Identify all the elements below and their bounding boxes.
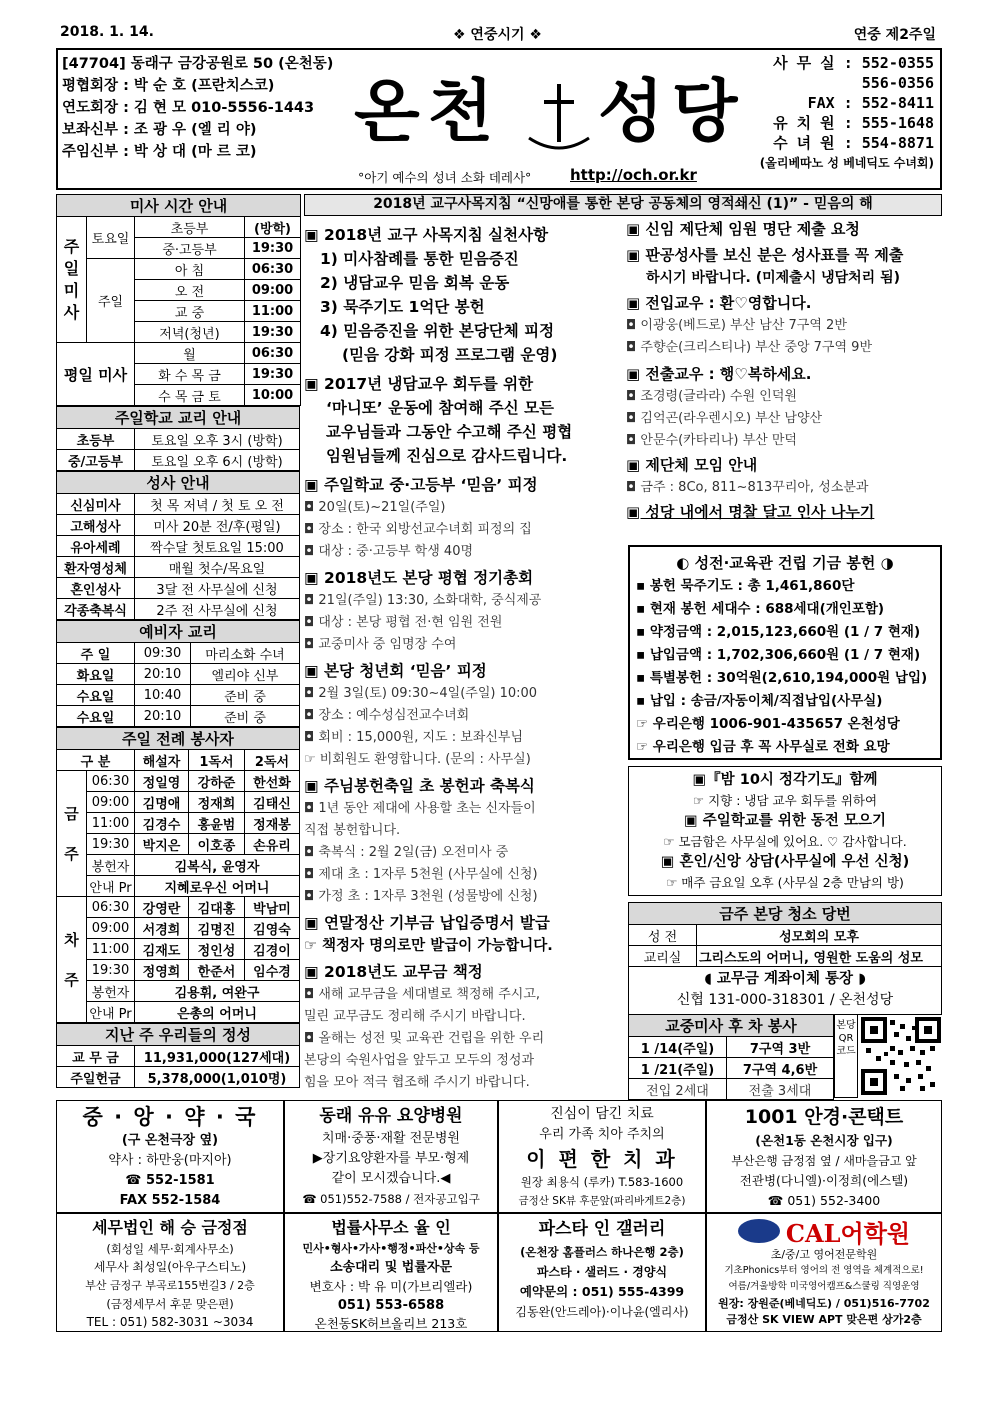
catechumen-cell: 엘리야 신부 bbox=[191, 664, 300, 685]
notice-heading: ▣ 판공성사를 보신 분은 성사표를 꼭 제출 bbox=[626, 246, 904, 264]
qr-label: 본당 QR 코드 bbox=[834, 1014, 858, 1098]
catechumen-cell: 준비 중 bbox=[191, 706, 300, 727]
prayer-line: ▣ 주일학교를 위한 동전 모으기 bbox=[684, 813, 886, 829]
sacrament-cell: 고해성사 bbox=[57, 515, 135, 536]
fund-line: ▪ 약정금액 : 2,015,123,660원 (1 / 7 현재) bbox=[636, 624, 921, 640]
middle-column bbox=[304, 220, 622, 1096]
prayer-line: ☞ 지향 : 냉담 교우 회두를 위하여 bbox=[692, 793, 878, 808]
ad-line: 변호사 : 박 유 미(가브리엘라) bbox=[309, 1279, 473, 1294]
ad-line: 금정산 SK VIEW APT 맞은편 상가2층 bbox=[726, 1313, 922, 1326]
ad-law-office bbox=[284, 1213, 498, 1332]
notice-item: 본당의 숙원사업을 앞두고 모두의 정성과 bbox=[304, 1053, 535, 1068]
notice-item: ◘ 가정 초 : 1자루 3천원 (성물방에 신청) bbox=[304, 889, 538, 904]
ad-title: 1001 안경·콘택트 bbox=[744, 1106, 904, 1128]
mass-cell: 11:00 bbox=[245, 301, 301, 322]
ad-title: 파스타 인 갤러리 bbox=[538, 1219, 666, 1239]
ad-line: (구 온천극장 옆) bbox=[121, 1133, 219, 1148]
notice-heading: ▣ 주일학교 중·고등부 ‘믿음’ 피정 bbox=[304, 476, 538, 494]
server-cell: 안내 Pr bbox=[87, 876, 135, 897]
mass-cell: 09:00 bbox=[245, 280, 301, 301]
ad-tax-office bbox=[56, 1213, 284, 1332]
season: ❖ 연중시기 ❖ bbox=[453, 27, 542, 43]
notice-line: 4) 믿음증진을 위한 본당단체 피정 bbox=[320, 322, 555, 340]
cross-icon bbox=[524, 80, 594, 155]
sacrament-cell: 2주 전 사무실에 신청 bbox=[135, 599, 300, 620]
after-mass-table bbox=[628, 1014, 834, 1100]
after-mass-cell: 1 /21(주일) bbox=[629, 1058, 727, 1079]
notice-donation-receipt bbox=[304, 912, 622, 957]
notice-item: ◘ 회비 : 15,000원, 지도 : 보좌신부님 bbox=[304, 730, 524, 745]
mass-cell: 아 침 bbox=[135, 259, 245, 280]
school-title: 주일학교 교리 안내 bbox=[57, 407, 300, 429]
notice-item: ◘ 새해 교무금을 세대별로 책정해 주시고, bbox=[304, 987, 541, 1002]
school-cell: 중/고등부 bbox=[57, 450, 135, 471]
sacrament-cell: 3달 전 사무실에 신청 bbox=[135, 578, 300, 599]
notice-general-meeting bbox=[304, 567, 622, 656]
ad-title: 세무법인 해 승 금정점 bbox=[92, 1218, 248, 1237]
offering-title: 지난 주 우리들의 정성 bbox=[57, 1024, 300, 1046]
cleaning-cell: 그리스도의 어머니, 영원한 도움의 성모 bbox=[697, 946, 942, 967]
ad-line: 같이 모시겠습니다.◀ bbox=[331, 1171, 451, 1186]
ad-line: 김동완(안드레아)·이나윤(엘리사) bbox=[515, 1305, 689, 1319]
server-cell: 09:00 bbox=[87, 792, 135, 813]
server-cell: 한선화 bbox=[245, 771, 300, 792]
cleaning-title: 금주 본당 청소 당번 bbox=[629, 903, 942, 925]
server-cell: 정재봉 bbox=[245, 813, 300, 834]
notice-line: 1) 미사참례를 통한 믿음증진 bbox=[320, 250, 519, 268]
server-cell: 임수경 bbox=[245, 960, 300, 981]
fund-line: ▪ 현재 봉헌 세대수 : 688세대(개인포함) bbox=[636, 601, 885, 617]
ad-line: 약사 : 하만웅(마지아) bbox=[108, 1153, 232, 1168]
ad-title: CAL어학원 bbox=[785, 1218, 911, 1248]
ad-hospital bbox=[284, 1100, 498, 1213]
fund-line: ▪ 납입금액 : 1,702,306,660원 (1 / 7 현재) bbox=[636, 647, 921, 663]
notice-item: ◘ 장소 : 한국 외방선교수녀회 피정의 집 bbox=[304, 522, 532, 537]
mass-cell: 06:30 bbox=[245, 343, 301, 364]
assistant-priest: 보좌신부 : 조 광 우 (엘 리 야) bbox=[62, 122, 257, 138]
sacrament-cell: 환자영성체 bbox=[57, 557, 135, 578]
mass-cell: 19:30 bbox=[245, 364, 301, 385]
sacrament-cell: 유아세례 bbox=[57, 536, 135, 557]
ad-line: 세무사 최성일(아우구스티노) bbox=[93, 1260, 247, 1274]
sacrament-cell: 미사 20분 전/후(평일) bbox=[135, 515, 300, 536]
after-mass-title: 교중미사 후 차 봉사 bbox=[629, 1015, 834, 1037]
prayer-box bbox=[628, 766, 942, 896]
pastor: 주임신부 : 박 상 대 (마 르 코) bbox=[62, 144, 257, 160]
server-cell: 김영숙 bbox=[245, 918, 300, 939]
server-cell: 김경수 bbox=[135, 813, 189, 834]
notice-line: 하시기 바랍니다. (미제출시 냉담처리 됨) bbox=[646, 270, 900, 286]
catechumen-cell: 주 일 bbox=[57, 643, 135, 664]
catechumen-cell: 10:40 bbox=[135, 685, 191, 706]
ad-line: 원장: 장원준(베네딕도) / 051)516-7702 bbox=[718, 1297, 930, 1310]
server-cell: 06:30 bbox=[87, 897, 135, 918]
sacrament-cell: 혼인성사 bbox=[57, 578, 135, 599]
mass-cell: 월 bbox=[135, 343, 245, 364]
server-cell: 손유리 bbox=[245, 834, 300, 855]
prayer-line: ☞ 매주 금요일 오후 (사무실 2층 만남의 방) bbox=[666, 875, 904, 890]
ad-line: 치매·중풍·재활 전문병원 bbox=[322, 1131, 460, 1146]
offering-cell: 5,378,000(1,010명) bbox=[135, 1067, 300, 1088]
weekday-mass-label: 평일 미사 bbox=[57, 343, 135, 406]
ad-line: 기초Phonics부터 영어의 전 영역을 체계적으로! bbox=[724, 1265, 924, 1276]
server-cell: 정영희 bbox=[135, 960, 189, 981]
ad-dental bbox=[498, 1100, 706, 1213]
convent-name: (올리베따노 성 베네딕도 수녀회) bbox=[759, 156, 934, 170]
office-phone: 사 무 실 : 552-0355 bbox=[773, 54, 934, 72]
catechumen-table bbox=[56, 620, 300, 727]
notice-tithe bbox=[304, 961, 622, 1094]
notice-pastoral bbox=[304, 224, 622, 367]
notice-item: ◘ 대상 : 본당 평협 전·현 임원 전원 bbox=[304, 615, 503, 630]
mass-cell: 19:30 bbox=[245, 322, 301, 343]
ad-title: 중 · 앙 · 약 · 국 bbox=[82, 1105, 258, 1129]
saturday-label: 토요일 bbox=[87, 217, 135, 259]
ad-line: 온천동SK허브올리브 213호 bbox=[314, 1316, 468, 1331]
ad-title: 법률사무소 율 인 bbox=[331, 1218, 451, 1237]
server-cell: 봉헌자 bbox=[87, 855, 135, 876]
sacrament-cell: 짝수달 첫토요일 15:00 bbox=[135, 536, 300, 557]
title-right: 성당 bbox=[598, 72, 746, 152]
notice-item: ◘ 21일(주일) 13:30, 소화대학, 중식제공 bbox=[304, 593, 542, 608]
cleaning-cell: 성모회의 모후 bbox=[697, 925, 942, 946]
prayer-line: ▣ 혼인/신앙 상담(사무실에 우선 신청) bbox=[660, 854, 910, 870]
server-cell: 홍윤범 bbox=[189, 813, 245, 834]
catechumen-cell: 수요일 bbox=[57, 685, 135, 706]
server-cell: 정재희 bbox=[189, 792, 245, 813]
notice-line: 3) 묵주기도 1억단 봉헌 bbox=[320, 298, 485, 316]
server-cell: 19:30 bbox=[87, 834, 135, 855]
server-cell: 김경이 bbox=[245, 939, 300, 960]
ad-optician bbox=[706, 1100, 942, 1213]
ad-line: 예약문의 : 051) 555-4399 bbox=[519, 1284, 685, 1299]
ad-line: 소송대리 및 법률자문 bbox=[329, 1260, 453, 1275]
server-cell: 정인성 bbox=[189, 939, 245, 960]
catechumen-cell: 수요일 bbox=[57, 706, 135, 727]
ad-line: 초/중/고 영어전문학원 bbox=[770, 1248, 878, 1261]
servers-head: 2독서 bbox=[245, 750, 300, 771]
pastoral-banner: 2018년 교구사목지침 “신망애를 통한 본당 공동체의 영적쇄신 (1)” - 믿음의 해 bbox=[304, 194, 942, 216]
server-cell: 박남미 bbox=[245, 897, 300, 918]
notice-heading: ▣ 2018년 교구 사목지침 실천사항 bbox=[304, 226, 549, 244]
building-fund-box bbox=[628, 545, 942, 760]
catechumen-cell: 마리소화 수녀 bbox=[191, 643, 300, 664]
mass-cell: 19:30 bbox=[245, 238, 301, 259]
notice-manito bbox=[304, 373, 622, 468]
server-cell: 안내 Pr bbox=[87, 1002, 135, 1023]
server-cell: 봉헌자 bbox=[87, 981, 135, 1002]
notice-youth-retreat bbox=[304, 660, 622, 771]
notice-heading: ▣ 주님봉헌축일 초 봉헌과 축복식 bbox=[304, 777, 535, 795]
servers-head: 구 분 bbox=[57, 750, 135, 771]
sunday-school-table bbox=[56, 406, 300, 471]
ad-pharmacy bbox=[56, 1100, 284, 1213]
notice-item: ◘ 주향순(크리스티나) 부산 중앙 7구역 9반 bbox=[626, 340, 873, 355]
convent-phone: 수 녀 원 : 554-8871 bbox=[773, 134, 934, 152]
account-number: 신협 131-000-318301 / 온천성당 bbox=[676, 992, 894, 1008]
mass-cell: 저녁(청년) bbox=[135, 322, 245, 343]
school-cell: 토요일 오후 3시 (방학) bbox=[135, 429, 300, 450]
mass-cell: 중·고등부 bbox=[135, 238, 245, 259]
notice-line: (믿음 강화 피정 프로그램 운영) bbox=[342, 346, 558, 364]
server-cell: 김명진 bbox=[189, 918, 245, 939]
catechumen-title: 예비자 교리 bbox=[57, 621, 300, 643]
right-column bbox=[626, 218, 942, 524]
ad-line: 부산은행 금정점 옆 / 새마을금고 앞 bbox=[731, 1154, 917, 1168]
notice-heading: ▣ 2017년 냉담교우 회두를 위한 bbox=[304, 375, 534, 393]
sacrament-title: 성사 안내 bbox=[57, 472, 300, 494]
notice-heading: ▣ 본당 청년회 ‘믿음’ 피정 bbox=[304, 662, 487, 680]
ad-line: 전관병(다니엘)·이정희(에스텔) bbox=[739, 1173, 909, 1188]
duty-section bbox=[628, 902, 942, 1015]
server-cell: 김재도 bbox=[135, 939, 189, 960]
server-cell: 김복식, 윤영자 bbox=[135, 855, 300, 876]
ad-line: (온천장 홈플러스 하나은행 2층) bbox=[520, 1245, 684, 1259]
catechumen-cell: 20:10 bbox=[135, 706, 191, 727]
server-cell: 은총의 어머니 bbox=[135, 1002, 300, 1023]
server-cell: 이호종 bbox=[189, 834, 245, 855]
offering-cell: 11,931,000(127세대) bbox=[135, 1046, 300, 1067]
address: [47704] 동래구 금강공원로 50 (온천동) bbox=[62, 56, 334, 72]
mass-cell: 초등부 bbox=[135, 217, 245, 238]
prayer-line: ▣『밤 10시 정각기도』함께 bbox=[692, 772, 878, 788]
ad-line: 민사•형사•가사•행정•파산•상속 등 bbox=[302, 1242, 480, 1255]
sunday-mass-label: 주일미사 bbox=[57, 217, 87, 343]
qr-code-icon[interactable] bbox=[860, 1016, 942, 1096]
sacrament-cell: 매월 첫수/목요일 bbox=[135, 557, 300, 578]
notice-item: ◘ 금주 : 8Co, 811~813꾸리아, 성소분과 bbox=[626, 480, 869, 495]
sunday-label: 주일 bbox=[87, 259, 135, 343]
notice-item: ☞ 비회원도 환영합니다. (문의 : 사무실) bbox=[304, 752, 531, 767]
notice-item: ◘ 대상 : 중·고등부 학생 40명 bbox=[304, 544, 474, 559]
account-box bbox=[628, 967, 942, 1015]
website-link[interactable]: http://och.or.kr bbox=[570, 166, 697, 184]
server-cell: 19:30 bbox=[87, 960, 135, 981]
transfer-in-count: 전입 2세대 bbox=[629, 1079, 727, 1100]
notice-line: 교우님들과 그동안 수고해 주신 평협 bbox=[326, 423, 573, 441]
notice-item: 직접 봉헌합니다. bbox=[304, 823, 401, 838]
notice-retreat bbox=[304, 474, 622, 563]
notice-line: ☞ 책정자 명의로만 발급이 가능합니다. bbox=[304, 938, 553, 954]
ad-line: TEL : 051) 582-3031 ~3034 bbox=[86, 1315, 254, 1329]
notice-item: 힘을 모아 적극 협조해 주시기 바랍니다. bbox=[304, 1075, 530, 1090]
mass-cell: 오 전 bbox=[135, 280, 245, 301]
fund-line: ▪ 특별봉헌 : 30억원(2,610,194,000원 납입) bbox=[636, 670, 928, 686]
notice-item: ◘ 교중미사 중 임명장 수여 bbox=[304, 637, 457, 652]
ad-academy bbox=[706, 1213, 942, 1332]
offering-table bbox=[56, 1023, 300, 1088]
mass-cell: 수 목 금 토 bbox=[135, 385, 245, 406]
prayer-line: ☞ 모금함은 사무실에 있어요. ♡ 감사합니다. bbox=[663, 834, 907, 849]
fund-title: ◐ 성전·교육관 건립 기금 봉헌 ◑ bbox=[676, 554, 894, 572]
top-bar bbox=[58, 22, 938, 44]
notice-item: 밀린 교무금도 정리해 주시기 바랍니다. bbox=[304, 1009, 526, 1024]
mass-cell: 10:00 bbox=[245, 385, 301, 406]
notice-heading: ▣ 연말정산 기부금 납입증명서 발급 bbox=[304, 914, 550, 932]
server-cell: 한준서 bbox=[189, 960, 245, 981]
ads-section bbox=[56, 1100, 942, 1332]
ad-restaurant bbox=[498, 1213, 706, 1332]
ad-title: 이 편 한 치 과 bbox=[526, 1147, 678, 1171]
ad-line: ☎ 051) 552-3400 bbox=[767, 1193, 881, 1208]
mass-cell: 교 중 bbox=[135, 301, 245, 322]
sacrament-table bbox=[56, 471, 300, 620]
servers-head: 해설자 bbox=[135, 750, 189, 771]
notice-heading: ▣ 전출교우 : 행♡복하세요. bbox=[626, 365, 812, 383]
mass-cell: 06:30 bbox=[245, 259, 301, 280]
school-cell: 토요일 오후 6시 (방학) bbox=[135, 450, 300, 471]
ad-line: 진심이 담긴 치료 bbox=[550, 1106, 654, 1122]
server-cell: 06:30 bbox=[87, 771, 135, 792]
mass-times-table bbox=[56, 194, 301, 406]
ad-line: ☎ 552-1581 bbox=[125, 1173, 215, 1188]
notice-item: ◘ 이광웅(베드로) 부산 남산 7구역 2반 bbox=[626, 318, 847, 333]
after-mass-cell: 7구역 4,6반 bbox=[727, 1058, 834, 1079]
fund-line: ☞ 우리은행 1006-901-435657 온천성당 bbox=[636, 716, 900, 732]
left-column bbox=[56, 194, 300, 1088]
ad-line: 파스타 · 샐러드 · 경양식 bbox=[536, 1265, 668, 1279]
notice-line: 임원님들께 진심으로 감사드립니다. bbox=[326, 447, 568, 465]
notice-item: ◘ 20일(토)~21일(주일) bbox=[304, 500, 446, 515]
notice-item: ◘ 1년 동안 제대에 사용할 초는 신자들이 bbox=[304, 801, 536, 816]
notice-item: ◘ 축복식 : 2월 2일(금) 오전미사 중 bbox=[304, 845, 509, 860]
server-cell: 지혜로우신 어머니 bbox=[135, 876, 300, 897]
cleaning-table bbox=[628, 902, 942, 967]
cleaning-cell: 성 전 bbox=[629, 925, 697, 946]
server-cell: 김대홍 bbox=[189, 897, 245, 918]
sacrament-cell: 첫 목 저녁 / 첫 토 오 전 bbox=[135, 494, 300, 515]
ad-line: ☎ 051)552-7588 / 전자공고입구 bbox=[302, 1192, 480, 1206]
catechumen-cell: 09:30 bbox=[135, 643, 191, 664]
notice-line: ‘마니또’ 운동에 참여해 주신 모든 bbox=[326, 399, 555, 417]
server-cell: 강영란 bbox=[135, 897, 189, 918]
server-cell: 김태신 bbox=[245, 792, 300, 813]
notice-item: ◘ 김억곤(라우렌시오) 부산 남양산 bbox=[626, 411, 823, 426]
masthead bbox=[56, 48, 942, 190]
sacrament-cell: 신심미사 bbox=[57, 494, 135, 515]
server-cell: 박지은 bbox=[135, 834, 189, 855]
catechumen-cell: 준비 중 bbox=[191, 685, 300, 706]
account-title: ◖ 교무금 계좌이체 통장 ◗ bbox=[704, 971, 866, 987]
mass-title: 미사 시간 안내 bbox=[57, 195, 301, 217]
cleaning-cell: 교리실 bbox=[629, 946, 697, 967]
ad-line: 여름/겨울방학 미국영어캠프&스쿨링 직영운영 bbox=[728, 1281, 920, 1292]
ad-line: FAX 552-1584 bbox=[119, 1193, 221, 1208]
ad-line: (금정세무서 후문 맞은편) bbox=[106, 1297, 234, 1311]
notice-item: ◘ 안문수(카타리나) 부산 만덕 bbox=[626, 433, 797, 448]
servers-title: 주일 전례 봉사자 bbox=[57, 728, 300, 750]
header-left bbox=[62, 53, 333, 163]
servers-table bbox=[56, 727, 300, 1023]
academy-logo-icon bbox=[738, 1219, 780, 1243]
school-cell: 초등부 bbox=[57, 429, 135, 450]
title-left: 온천 bbox=[354, 72, 502, 152]
server-cell: 11:00 bbox=[87, 939, 135, 960]
ad-line: (회성일 세무·회계사무소) bbox=[106, 1242, 234, 1256]
ad-title: 동래 유유 요양병원 bbox=[319, 1106, 463, 1126]
office-phone-2: 556-0356 bbox=[861, 74, 934, 92]
patron: °아기 예수의 성녀 소화 데레사° bbox=[358, 170, 532, 185]
servers-head: 1독서 bbox=[189, 750, 245, 771]
notice-heading: ▣ 2018년도 교무금 책정 bbox=[304, 963, 483, 981]
this-week-label: 금주 bbox=[57, 771, 87, 897]
kindergarten-phone: 유 치 원 : 555-1648 bbox=[773, 114, 934, 132]
after-mass-cell: 1 /14(주일) bbox=[629, 1037, 727, 1058]
week: 연중 제2주일 bbox=[853, 27, 936, 43]
notice-heading: ▣ 전입교우 : 환♡영합니다. bbox=[626, 294, 812, 312]
server-cell: 강하준 bbox=[189, 771, 245, 792]
council-president: 평협회장 : 박 순 호 (프란치스코) bbox=[62, 78, 275, 94]
notice-item: ◘ 장소 : 예수성심전교수녀회 bbox=[304, 708, 470, 723]
notice-item: ◘ 조경령(글라라) 수원 인덕원 bbox=[626, 389, 797, 404]
ad-line: 부산 금정구 부곡로155번길3 / 2층 bbox=[85, 1279, 255, 1292]
catechumen-cell: 화요일 bbox=[57, 664, 135, 685]
catechumen-cell: 20:10 bbox=[135, 664, 191, 685]
notice-item: ◘ 올해는 성전 및 교육관 건립을 위한 우리 bbox=[304, 1031, 545, 1046]
ad-line: (온천1동 온천시장 입구) bbox=[755, 1133, 893, 1148]
ad-line: 원장 최용식 (루카) T.583-1600 bbox=[520, 1175, 684, 1189]
fax: FAX : 552-8411 bbox=[807, 94, 934, 112]
notice-item: ◘ 제대 초 : 1자루 5천원 (사무실에 신청) bbox=[304, 867, 538, 882]
sacrament-cell: 각종축복식 bbox=[57, 599, 135, 620]
notice-line: 2) 냉담교우 믿음 회복 운동 bbox=[320, 274, 510, 292]
after-mass-section bbox=[628, 1014, 834, 1100]
server-cell: 김용휘, 여완구 bbox=[135, 981, 300, 1002]
fund-line: ☞ 우리은행 입금 후 꼭 사무실로 전화 요망 bbox=[636, 739, 890, 755]
ad-line: 금정산 SK뷰 후문앞(파리바게트2층) bbox=[518, 1195, 686, 1207]
contacts bbox=[760, 53, 934, 173]
notice-item: ◘ 2월 3일(토) 09:30~4일(주일) 10:00 bbox=[304, 686, 538, 701]
offering-cell: 주일헌금 bbox=[57, 1067, 135, 1088]
server-cell: 김명애 bbox=[135, 792, 189, 813]
offering-cell: 교 무 금 bbox=[57, 1046, 135, 1067]
transfer-out-count: 전출 3세대 bbox=[727, 1079, 834, 1100]
server-cell: 09:00 bbox=[87, 918, 135, 939]
academy-header bbox=[707, 1216, 941, 1246]
notice-heading: ▣ 성당 내에서 명찰 달고 인사 나누기 bbox=[626, 503, 875, 521]
ad-line: ▶장기요양환자를 부모·형제 bbox=[312, 1151, 470, 1166]
mass-cell: 화 수 목 금 bbox=[135, 364, 245, 385]
notice-candles bbox=[304, 775, 622, 908]
ad-line: 우리 가족 치아 주치의 bbox=[539, 1127, 665, 1142]
ad-line: 051) 553-6588 bbox=[337, 1298, 445, 1313]
server-cell: 11:00 bbox=[87, 813, 135, 834]
issue-date: 2018. 1. 14. bbox=[60, 24, 154, 40]
server-cell: 정일영 bbox=[135, 771, 189, 792]
fund-line: ▪ 납입 : 송금/자동이체/직접납입(사무실) bbox=[636, 693, 883, 709]
after-mass-cell: 7구역 3반 bbox=[727, 1037, 834, 1058]
notice-heading: ▣ 신임 제단체 임원 명단 제출 요청 bbox=[626, 220, 860, 238]
server-cell: 서경희 bbox=[135, 918, 189, 939]
notice-heading: ▣ 2018년도 본당 평협 정기총회 bbox=[304, 569, 534, 587]
fund-line: ▪ 봉헌 묵주기도 : 총 1,461,860단 bbox=[636, 578, 855, 594]
mass-cell: (방학) bbox=[245, 217, 301, 238]
notice-heading: ▣ 제단체 모임 안내 bbox=[626, 456, 758, 474]
next-week-label: 차주 bbox=[57, 897, 87, 1023]
association-president: 연도회장 : 김 현 모 010-5556-1443 bbox=[62, 100, 315, 116]
